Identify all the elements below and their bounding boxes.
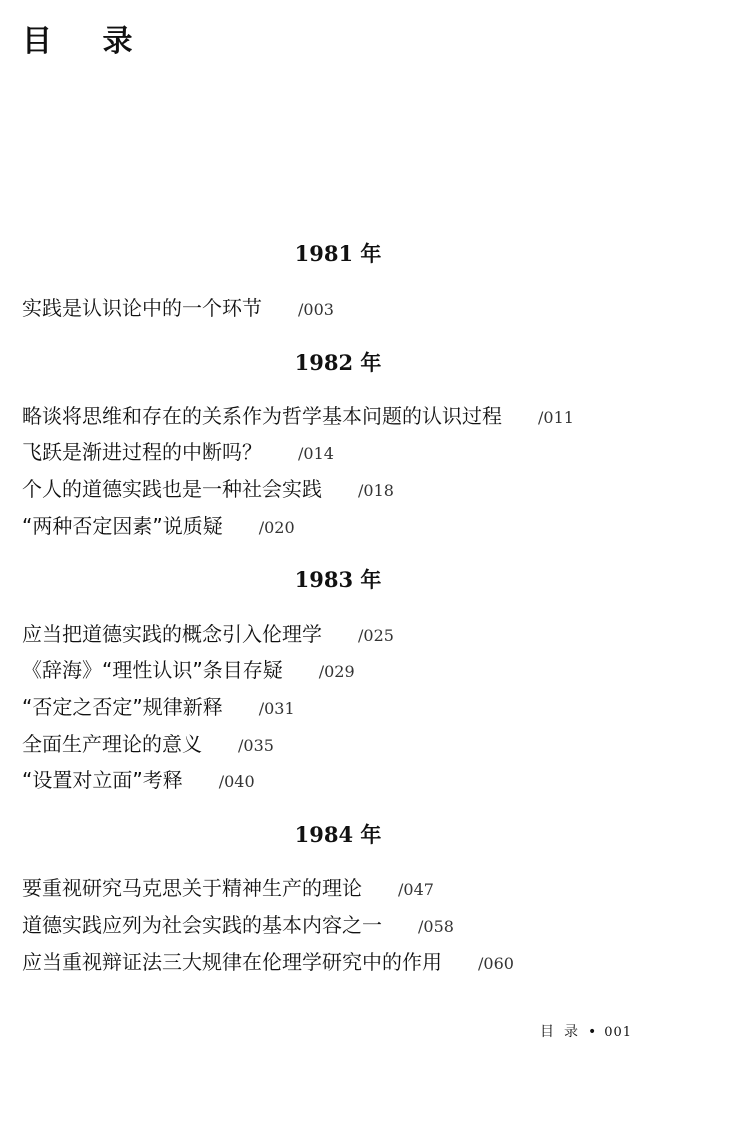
- toc-entry-title: 道德实践应列为社会实践的基本内容之一: [22, 913, 382, 937]
- toc-entry[interactable]: [22, 693, 295, 723]
- toc-entry-title: 应当把道德实践的概念引入伦理学: [22, 622, 322, 646]
- page-footer: [540, 1022, 632, 1043]
- toc-entry-page: /020: [258, 518, 295, 537]
- page-number: 001: [604, 1025, 633, 1040]
- toc-entry-title: 应当重视辩证法三大规律在伦理学研究中的作用: [22, 950, 442, 974]
- toc-entry-title: “设置对立面”考释: [22, 768, 183, 792]
- toc-entry[interactable]: [22, 656, 355, 686]
- toc-entry-page: /060: [478, 954, 514, 973]
- toc-entry-page: /014: [298, 444, 334, 463]
- toc-entry[interactable]: [22, 874, 434, 904]
- toc-entry-page: /011: [538, 408, 574, 427]
- toc-entry[interactable]: [22, 911, 454, 941]
- toc-entry[interactable]: [22, 402, 574, 432]
- toc-entry-title: 略谈将思维和存在的关系作为哲学基本问题的认识过程: [22, 404, 502, 428]
- toc-entry-title: 要重视研究马克思关于精神生产的理论: [22, 876, 362, 900]
- toc-entry[interactable]: [22, 294, 334, 324]
- toc-entry-page: /018: [358, 481, 394, 500]
- toc-entry-page: /003: [298, 300, 334, 319]
- footer-dot: •: [588, 1024, 597, 1040]
- year-heading-1982: 1982 年: [294, 350, 382, 375]
- year-heading-1984: 1984 年: [294, 822, 382, 847]
- toc-entry-title: “否定之否定”规律新释: [22, 695, 223, 719]
- toc-entry[interactable]: [22, 948, 514, 978]
- footer-label: 目录: [540, 1024, 588, 1040]
- toc-entry-title: 《辞海》“理性认识”条目存疑: [22, 658, 283, 682]
- toc-entry-page: /031: [258, 699, 295, 718]
- toc-entry-page: /058: [418, 917, 454, 936]
- page-title: 目 录: [22, 24, 153, 59]
- toc-entry-title: “两种否定因素”说质疑: [22, 514, 223, 538]
- toc-entry[interactable]: [22, 620, 394, 650]
- toc-entry-title: 飞跃是渐进过程的中断吗？: [22, 440, 262, 464]
- toc-entry-page: /047: [398, 880, 434, 899]
- toc-entry[interactable]: [22, 730, 274, 760]
- toc-entry-title: 个人的道德实践也是一种社会实践: [22, 477, 322, 501]
- toc-entry-title: 全面生产理论的意义: [22, 732, 202, 756]
- year-heading-1983: 1983 年: [294, 567, 382, 592]
- toc-entry[interactable]: [22, 475, 394, 505]
- toc-entry-page: /025: [358, 626, 394, 645]
- year-heading-1981: 1981 年: [294, 241, 382, 266]
- toc-entry-page: /040: [218, 772, 255, 791]
- toc-entry-title: 实践是认识论中的一个环节: [22, 296, 262, 320]
- toc-entry-page: /035: [238, 736, 274, 755]
- toc-entry[interactable]: [22, 438, 334, 468]
- toc-entry[interactable]: [22, 766, 255, 796]
- toc-entry-page: /029: [318, 662, 355, 681]
- toc-entry[interactable]: [22, 512, 295, 542]
